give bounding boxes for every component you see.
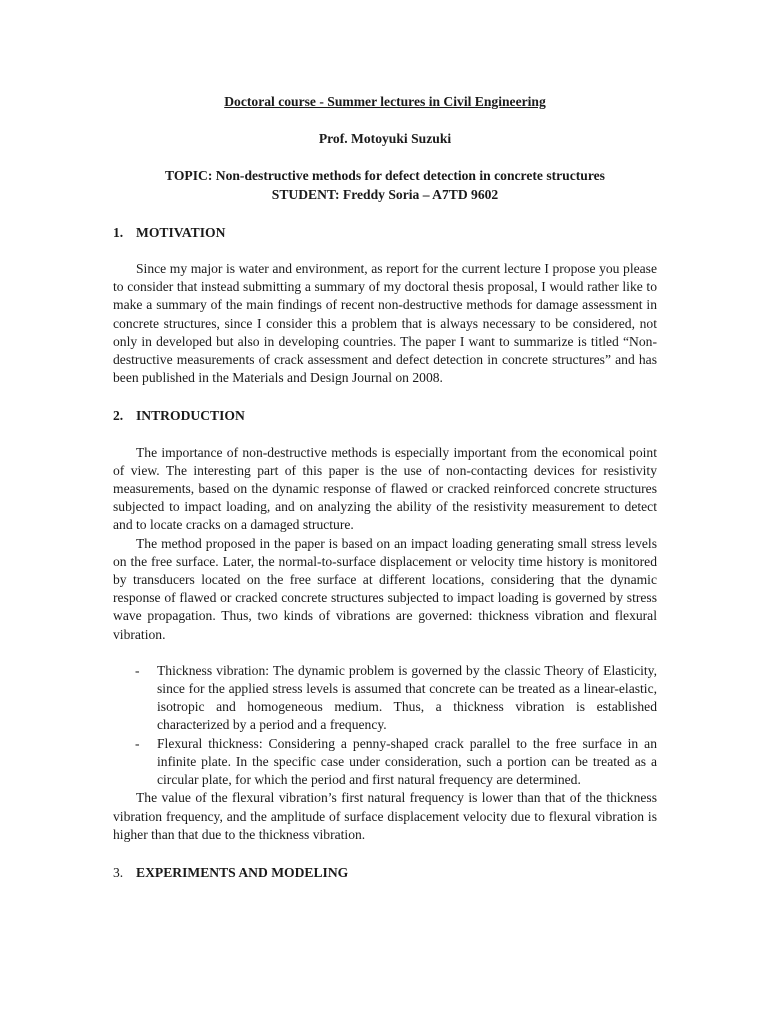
section-title: EXPERIMENTS AND MODELING: [136, 864, 349, 880]
introduction-paragraph: The importance of non-destructive methods is especially important from the economical point of view. The interesting part of this paper is the use of non-contacting devices for resistivity measurements, based on the dynamic response of flawed or cracked reinforced concrete structures subjected to impact loading, and on analyzing the ability of the resistivity measurement to detect and to locate cracks on a damaged structure.: [113, 444, 657, 533]
section-number: 1.: [113, 224, 124, 240]
course-title: Doctoral course - Summer lectures in Civil Engineering: [224, 94, 546, 109]
section-number: 3.: [113, 864, 124, 880]
bullet-marker: -: [135, 735, 140, 751]
section-heading-motivation: [113, 224, 657, 242]
section-title: INTRODUCTION: [136, 408, 245, 424]
vibration-bullet-list: [113, 662, 657, 789]
section-title: MOTIVATION: [136, 224, 226, 240]
introduction-closing-paragraph: The value of the flexural vibration’s first natural frequency is lower than that of the thickness vibration frequency, and the amplitude of surface displacement velocity due to flexural vibration is higher than that due to the thickness vibration.: [113, 790, 657, 842]
topic-block: [113, 167, 657, 203]
student-line: STUDENT: Freddy Soria – A7TD 9602: [271, 186, 499, 202]
introduction-paragraph: The method proposed in the paper is based on an impact loading generating small stress levels on the free surface. Later, the normal-to-surface displacement or velocity time history is monitored by transducers located on the free surface at different locations, considering that the dynamic response of flawed or cracked concrete structures subjected to impact loading is governed by stress wave propagation. Thus, two kinds of vibrations are governed: thickness vibration and flexural vibration.: [113, 535, 657, 642]
bullet-text: Flexural thickness: Considering a penny-shaped crack parallel to the free surface in an infinite plate. In the specific case under consideration, such a portion can be treated as a circular plate, for which the period and first natural frequency are determined.: [157, 735, 657, 788]
document-body: [113, 93, 657, 882]
list-item: [113, 662, 657, 735]
section-number: 2.: [113, 408, 124, 424]
list-item: [113, 735, 657, 790]
bullet-text: Thickness vibration: The dynamic problem is governed by the classic Theory of Elasticity, since for the applied stress levels is assumed that concrete can be treated as a linear-elastic, isotropic and homogeneous medium. Thus, a thickness vibration is established characterized by a period and a frequency.: [157, 662, 657, 733]
professor-name: Prof. Motoyuki Suzuki: [318, 131, 452, 147]
section-heading-introduction: [113, 407, 657, 425]
topic-line: TOPIC: Non-destructive methods for defect detection in concrete structures: [165, 168, 605, 184]
section-heading-experiments: [113, 864, 657, 882]
bullet-marker: -: [135, 662, 140, 678]
motivation-paragraph: Since my major is water and environment, as report for the current lecture I propose you please to consider that instead submitting a summary of my doctoral thesis proposal, I would rather like to make a summary of the main findings of recent non-destructive methods for damage assessment in concrete structures, since I consider this a problem that is always necessary to be considered, not only in developed but also in developing countries. The paper I want to summarize is titled “Non-destructive measurements of crack assessment and defect detection in concrete structures” and has been published in the Materials and Design Journal on 2008.: [113, 261, 657, 386]
